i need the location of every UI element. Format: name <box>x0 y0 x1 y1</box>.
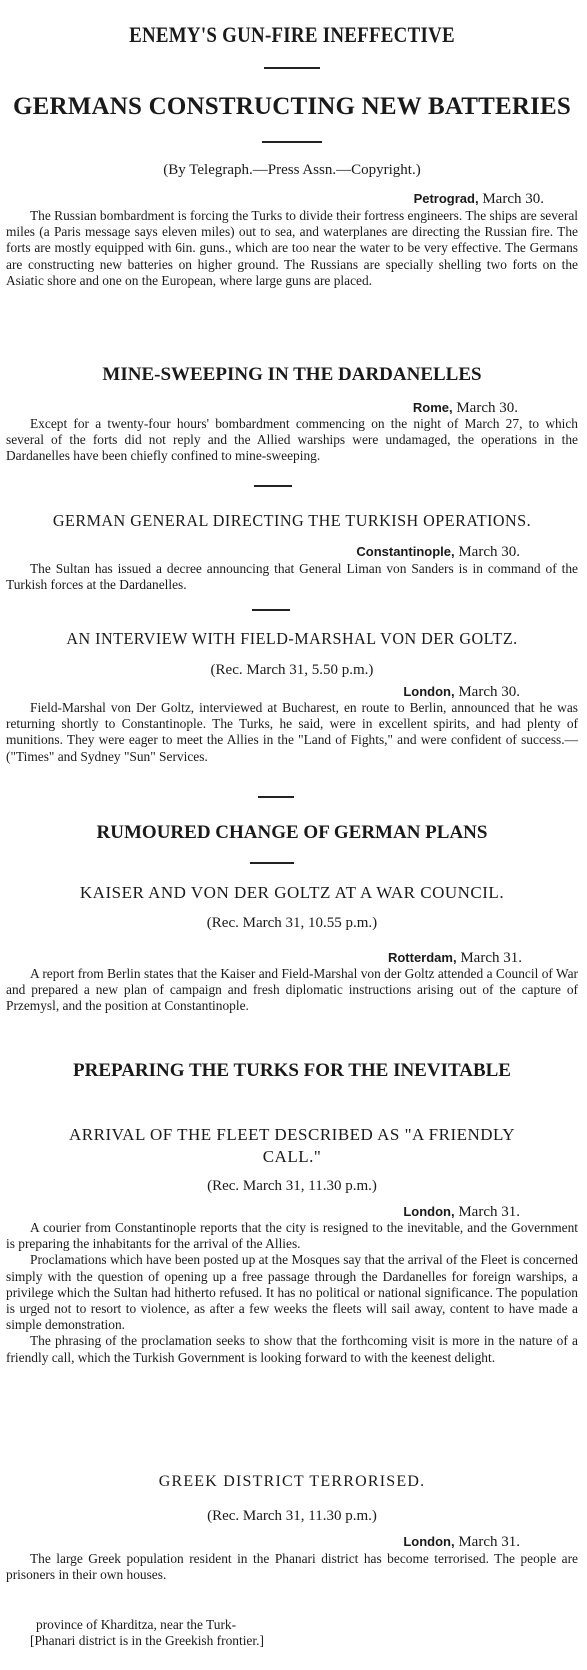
paragraph: The Sultan has issued a decree announcing that General Liman von Sanders is in command of the Turkish forces at the Dardanelles. <box>6 561 578 593</box>
dateline <box>6 544 520 561</box>
paragraph: The large Greek population resident in the Phanari district has become terrorised. The people are prisoners in their own houses. <box>6 1551 578 1583</box>
article-body <box>6 966 578 1015</box>
subhead-kaiser-council: KAISER AND VON DER GOLTZ AT A WAR COUNCIL. <box>79 883 505 902</box>
dateline-place: Constantinople, <box>356 544 455 559</box>
headline-preparing-turks: PREPARING THE TURKS FOR THE INEVITABLE <box>73 1060 511 1081</box>
paragraph: Proclamations which have been posted up at the Mosques say that the arrival of the Fleet is concerned simply with the question of opening up a free passage through the Dardanelles for foreign warships, a privilege which the Sultan had hitherto refused. It has no political or national significance. The population is urged not to resort to violence, as after a few weeks the fleets will sail away, content to have made a simple demonstration. <box>6 1252 578 1333</box>
divider-rule <box>258 796 294 798</box>
dateline-date: March 30. <box>458 544 520 560</box>
article-body <box>6 416 578 465</box>
headline-german-general: GERMAN GENERAL DIRECTING THE TURKISH OPERATIONS. <box>52 511 532 530</box>
article-body <box>6 561 578 593</box>
dateline <box>6 191 544 208</box>
dateline <box>6 400 518 417</box>
received-time: (Rec. March 31, 11.30 p.m.) <box>207 1178 377 1194</box>
article-body <box>6 1551 578 1583</box>
paragraph: The Russian bombardment is forcing the Turks to divide their fortress engineers. The ships are several miles (a Paris message says eleven miles) out to sea, and waterplanes are directing the Russian fire. The forts are mostly equipped with 6in. guns., which are too near the water to be very effective. The Germans are constructing new batteries on higher ground. The Russians are specially shelling two forts on the Asiatic shore and one on the European, where large guns are placed. <box>6 208 578 288</box>
dateline-place: London, <box>403 1534 455 1549</box>
dateline <box>6 950 522 967</box>
subhead-arrival-fleet-cont: CALL." <box>262 1147 322 1166</box>
dateline-date: March 31. <box>458 1204 520 1220</box>
footnote-line: province of Kharditza, near the Turk- <box>36 1617 237 1632</box>
received-time: (Rec. March 31, 11.30 p.m.) <box>207 1508 377 1524</box>
headline-interview-goltz: AN INTERVIEW WITH FIELD-MARSHAL VON DER GOLTZ. <box>66 629 518 648</box>
footnote-line: [Phanari district is in the Greekish frontier.] <box>30 1633 264 1648</box>
dateline-place: Rome, <box>412 400 453 415</box>
headline-greek-district: GREEK DISTRICT TERRORISED. <box>158 1473 426 1490</box>
subhead-arrival-fleet: ARRIVAL OF THE FLEET DESCRIBED AS "A FRIENDLY <box>68 1125 515 1144</box>
headline-germans-constructing: GERMANS CONSTRUCTING NEW BATTERIES <box>12 93 572 120</box>
article-body <box>6 208 578 289</box>
dateline-date: March 30. <box>482 191 544 207</box>
paragraph: The phrasing of the proclamation seeks to show that the forthcoming visit is more in the nature of a friendly call, which the Turkish Government is looking forward to with the keenest delight. <box>6 1333 578 1365</box>
headline-mine-sweeping: MINE-SWEEPING IN THE DARDANELLES <box>102 364 482 385</box>
divider-rule <box>252 609 290 611</box>
dateline-place: London, <box>403 684 455 699</box>
headline-rumoured-change: RUMOURED CHANGE OF GERMAN PLANS <box>96 822 488 843</box>
received-time: (Rec. March 31, 10.55 p.m.) <box>206 915 378 931</box>
dateline-date: March 31. <box>460 950 522 966</box>
paragraph: Except for a twenty-four hours' bombardment commencing on the night of March 27, to which several of the forts did not reply and the Allied warships were undamaged, the operations in the Dardanelles have been chiefly confined to mine-sweeping. <box>6 416 578 464</box>
dateline <box>6 1204 520 1221</box>
dateline <box>6 684 520 701</box>
divider-rule <box>262 141 322 143</box>
divider-rule <box>250 862 294 864</box>
dateline-date: March 31. <box>458 1534 520 1550</box>
divider-rule <box>264 67 320 69</box>
dateline-place: Rotterdam, <box>387 950 457 965</box>
dateline-date: March 30. <box>456 400 518 416</box>
paragraph: A report from Berlin states that the Kaiser and Field-Marshal von der Goltz attended a Council of War and prepared a new plan of campaign and fresh diplomatic instructions arising out of the capture of Przemysl, and the position at Constantinople. <box>6 966 578 1014</box>
dateline <box>6 1534 520 1551</box>
divider-rule <box>254 485 292 487</box>
article-body <box>6 700 578 765</box>
dateline-date: March 30. <box>458 684 520 700</box>
paragraph: Field-Marshal von Der Goltz, interviewed at Bucharest, en route to Berlin, announced that he was returning shortly to Constantinople. The Turks, he said, were in excellent spirits, and had plenty of munitions. They were eager to meet the Allies in the "Land of Fights," and were confident of success.—("Times" and Sydney "Sun" Services. <box>6 700 578 764</box>
dateline-place: London, <box>403 1204 455 1219</box>
dateline-place: Petrograd, <box>413 191 479 206</box>
paragraph: A courier from Constantinople reports that the city is resigned to the inevitable, and the Government is preparing the inhabitants for the arrival of the Allies. <box>6 1220 578 1252</box>
article-body <box>6 1220 578 1366</box>
headline-enemy-gunfire: ENEMY'S GUN-FIRE INEFFECTIVE <box>129 22 455 47</box>
press-credit: (By Telegraph.—Press Assn.—Copyright.) <box>163 162 421 178</box>
received-time: (Rec. March 31, 5.50 p.m.) <box>210 662 374 678</box>
